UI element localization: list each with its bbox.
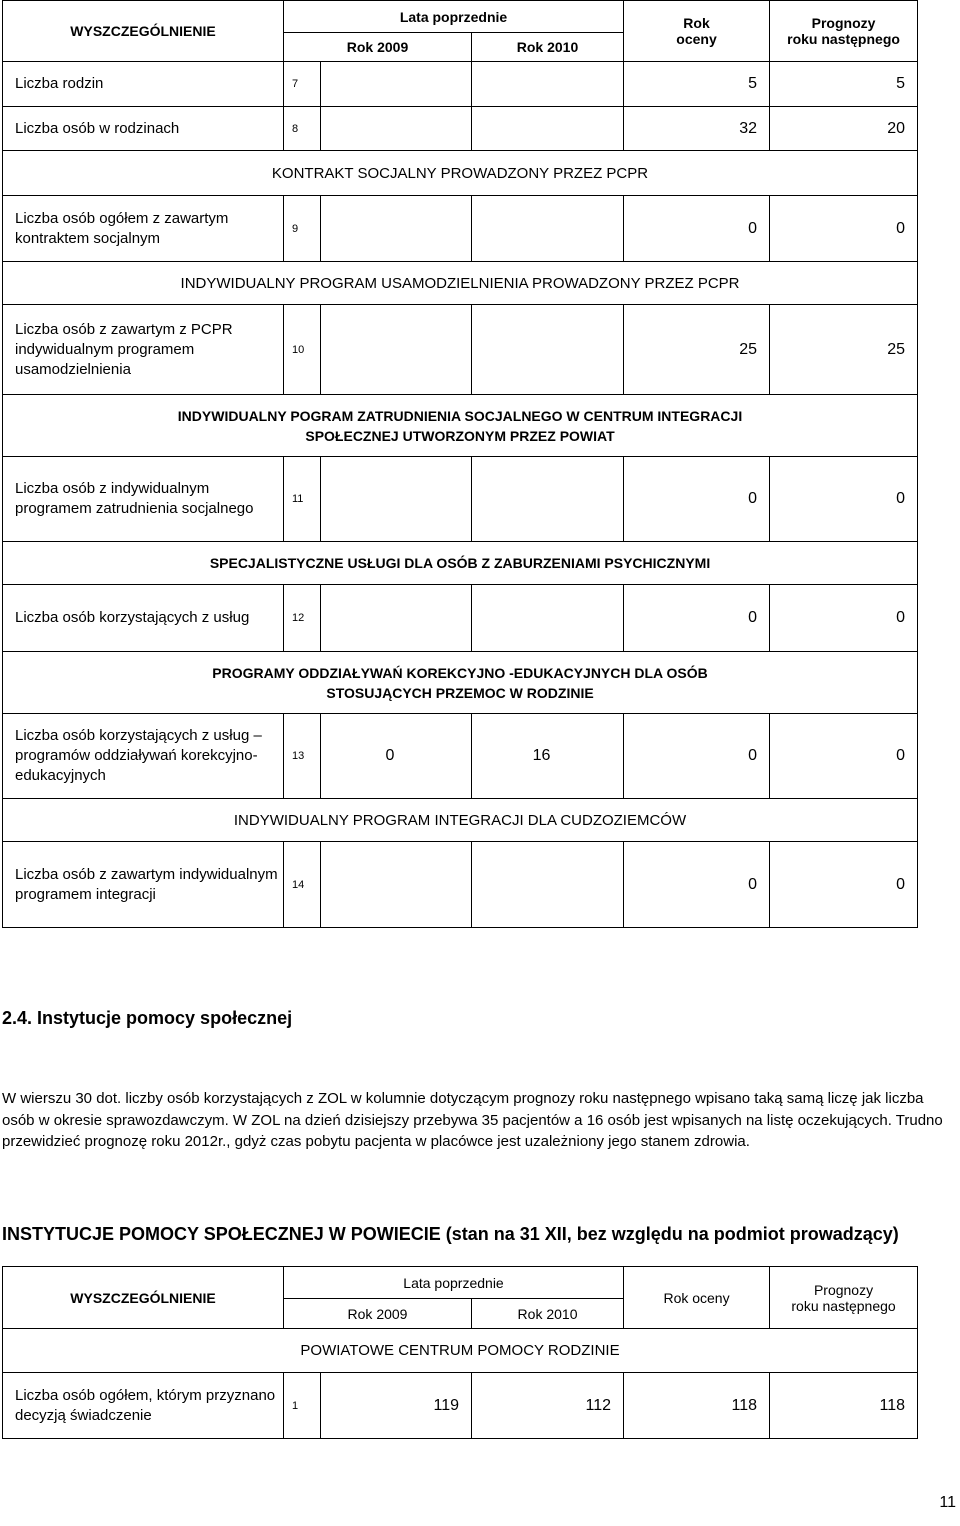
header-prognozy bbox=[770, 1267, 918, 1329]
value-2010 bbox=[472, 196, 624, 262]
table-row bbox=[3, 1373, 918, 1439]
value-rok-oceny: 0 bbox=[624, 842, 770, 928]
section-row bbox=[3, 542, 918, 585]
section-row bbox=[3, 262, 918, 305]
header-prognozy-line1: Prognozy bbox=[811, 15, 876, 31]
row-number: 13 bbox=[284, 714, 321, 799]
value-2010 bbox=[472, 107, 624, 151]
row-label: Liczba osób ogółem, którym przyznano decyzją świadczenie bbox=[3, 1373, 284, 1439]
value-prognoza: 0 bbox=[770, 842, 918, 928]
header-rok-oceny bbox=[624, 1, 770, 62]
value-prognoza: 0 bbox=[770, 585, 918, 652]
body-paragraph: W wierszu 30 dot. liczby osób korzystających z ZOL w kolumnie dotyczącym prognozy roku następnego wpisano taką samą liczę jak liczba osób w okresie sprawozdawczym. W ZOL na dzień dzisiejszy przebywa 35 pacjentów a 16 osób jest wpisanych na listę oczekujących. Trudno przewidzieć prognozę roku 2012r., gdyż czas pobytu pacjenta w placówce jest uzależniony jego stanem zdrowia. bbox=[2, 1090, 943, 1150]
value-2009 bbox=[321, 62, 472, 107]
table-row bbox=[3, 305, 918, 395]
row-label: Liczba osób z zawartym z PCPR indywidualnym programem usamodzielnienia bbox=[3, 305, 284, 395]
section-title: KONTRAKT SOCJALNY PROWADZONY PRZEZ PCPR bbox=[3, 151, 918, 196]
value-2009 bbox=[321, 457, 472, 542]
value-rok-oceny: 0 bbox=[624, 714, 770, 799]
value-2010 bbox=[472, 305, 624, 395]
section-row bbox=[3, 395, 918, 457]
value-2010: 112 bbox=[472, 1373, 624, 1439]
section-title: INDYWIDUALNY PROGRAM USAMODZIELNIENIA PROWADZONY PRZEZ PCPR bbox=[3, 262, 918, 305]
section-row bbox=[3, 652, 918, 714]
value-prognoza: 20 bbox=[770, 107, 918, 151]
row-label: Liczba osób korzystających z usług – programów oddziaływań korekcyjno-edukacyjnych bbox=[3, 714, 284, 799]
value-rok-oceny: 0 bbox=[624, 457, 770, 542]
header-rok-oceny-line1: Rok bbox=[683, 15, 710, 31]
value-rok-oceny: 0 bbox=[624, 585, 770, 652]
section-row bbox=[3, 799, 918, 842]
value-prognoza: 0 bbox=[770, 457, 918, 542]
value-rok-oceny: 0 bbox=[624, 196, 770, 262]
value-prognoza: 25 bbox=[770, 305, 918, 395]
header-lata-poprzednie: Lata poprzednie bbox=[284, 1267, 624, 1299]
section-row bbox=[3, 1329, 918, 1373]
header-rok-oceny: Rok oceny bbox=[624, 1267, 770, 1329]
table-row bbox=[3, 714, 918, 799]
section-title: INDYWIDUALNY POGRAM ZATRUDNIENIA SOCJALNEGO W CENTRUM INTEGRACJI SPOŁECZNEJ UTWORZONYM PRZEZ POWIAT bbox=[3, 395, 918, 457]
row-number: 14 bbox=[284, 842, 321, 928]
header-rok-2009: Rok 2009 bbox=[284, 33, 472, 62]
header-rok-oceny-line2: oceny bbox=[676, 31, 717, 47]
value-2009 bbox=[321, 842, 472, 928]
header-prognozy-line2: roku następnego bbox=[787, 31, 900, 47]
value-prognoza: 0 bbox=[770, 714, 918, 799]
table-header-row bbox=[3, 1, 918, 33]
row-label: Liczba rodzin bbox=[3, 62, 284, 107]
section-title: PROGRAMY ODDZIAŁYWAŃ KOREKCYJNO -EDUKACYJNYCH DLA OSÓB STOSUJĄCYCH PRZEMOC W RODZINIE bbox=[3, 652, 918, 714]
value-2009 bbox=[321, 196, 472, 262]
value-2010 bbox=[472, 842, 624, 928]
header-wyszczegolnienie: WYSZCZEGÓLNIENIE bbox=[3, 1267, 284, 1329]
table-1 bbox=[2, 0, 918, 928]
section-row bbox=[3, 151, 918, 196]
row-number: 7 bbox=[284, 62, 321, 107]
value-prognoza: 5 bbox=[770, 62, 918, 107]
header-prognozy-line2: roku następnego bbox=[791, 1297, 896, 1314]
row-label: Liczba osób w rodzinach bbox=[3, 107, 284, 151]
table-2-heading: INSTYTUCJE POMOCY SPOŁECZNEJ W POWIECIE (stan na 31 XII, bez względu na podmiot prowadzący) bbox=[2, 1224, 899, 1244]
page-number: 11 bbox=[939, 1494, 956, 1511]
table-row bbox=[3, 842, 918, 928]
value-2009 bbox=[321, 305, 472, 395]
header-lata-poprzednie: Lata poprzednie bbox=[284, 1, 624, 33]
section-title: INDYWIDUALNY PROGRAM INTEGRACJI DLA CUDZOZIEMCÓW bbox=[3, 799, 918, 842]
value-2009: 119 bbox=[321, 1373, 472, 1439]
table-row bbox=[3, 457, 918, 542]
value-2009 bbox=[321, 107, 472, 151]
row-number: 9 bbox=[284, 196, 321, 262]
header-prognozy bbox=[770, 1, 918, 62]
value-2010 bbox=[472, 585, 624, 652]
table-row bbox=[3, 107, 918, 151]
value-2009: 0 bbox=[321, 714, 472, 799]
table-header-row bbox=[3, 1267, 918, 1299]
section-title: SPECJALISTYCZNE USŁUGI DLA OSÓB Z ZABURZENIAMI PSYCHICZNYMI bbox=[3, 542, 918, 585]
value-2010: 16 bbox=[472, 714, 624, 799]
value-2010 bbox=[472, 457, 624, 542]
row-label: Liczba osób ogółem z zawartym kontraktem socjalnym bbox=[3, 196, 284, 262]
section-title: POWIATOWE CENTRUM POMOCY RODZINIE bbox=[3, 1329, 918, 1373]
header-rok-2010: Rok 2010 bbox=[472, 33, 624, 62]
row-number: 10 bbox=[284, 305, 321, 395]
row-number: 11 bbox=[284, 457, 321, 542]
value-rok-oceny: 118 bbox=[624, 1373, 770, 1439]
row-number: 8 bbox=[284, 107, 321, 151]
table-row bbox=[3, 196, 918, 262]
header-rok-2009: Rok 2009 bbox=[284, 1299, 472, 1329]
row-label: Liczba osób z zawartym indywidualnym programem integracji bbox=[3, 842, 284, 928]
table-row bbox=[3, 62, 918, 107]
header-rok-2010: Rok 2010 bbox=[472, 1299, 624, 1329]
section-heading: 2.4. Instytucje pomocy społecznej bbox=[2, 1008, 293, 1028]
value-prognoza: 0 bbox=[770, 196, 918, 262]
header-wyszczegolnienie: WYSZCZEGÓLNIENIE bbox=[3, 1, 284, 62]
value-rok-oceny: 32 bbox=[624, 107, 770, 151]
table-2 bbox=[2, 1266, 918, 1439]
value-2009 bbox=[321, 585, 472, 652]
header-prognozy-line1: Prognozy bbox=[813, 1281, 874, 1298]
value-2010 bbox=[472, 62, 624, 107]
row-label: Liczba osób korzystających z usług bbox=[3, 585, 284, 652]
row-number: 12 bbox=[284, 585, 321, 652]
value-rok-oceny: 25 bbox=[624, 305, 770, 395]
value-rok-oceny: 5 bbox=[624, 62, 770, 107]
row-number: 1 bbox=[284, 1373, 321, 1439]
value-prognoza: 118 bbox=[770, 1373, 918, 1439]
table-row bbox=[3, 585, 918, 652]
row-label: Liczba osób z indywidualnym programem zatrudnienia socjalnego bbox=[3, 457, 284, 542]
